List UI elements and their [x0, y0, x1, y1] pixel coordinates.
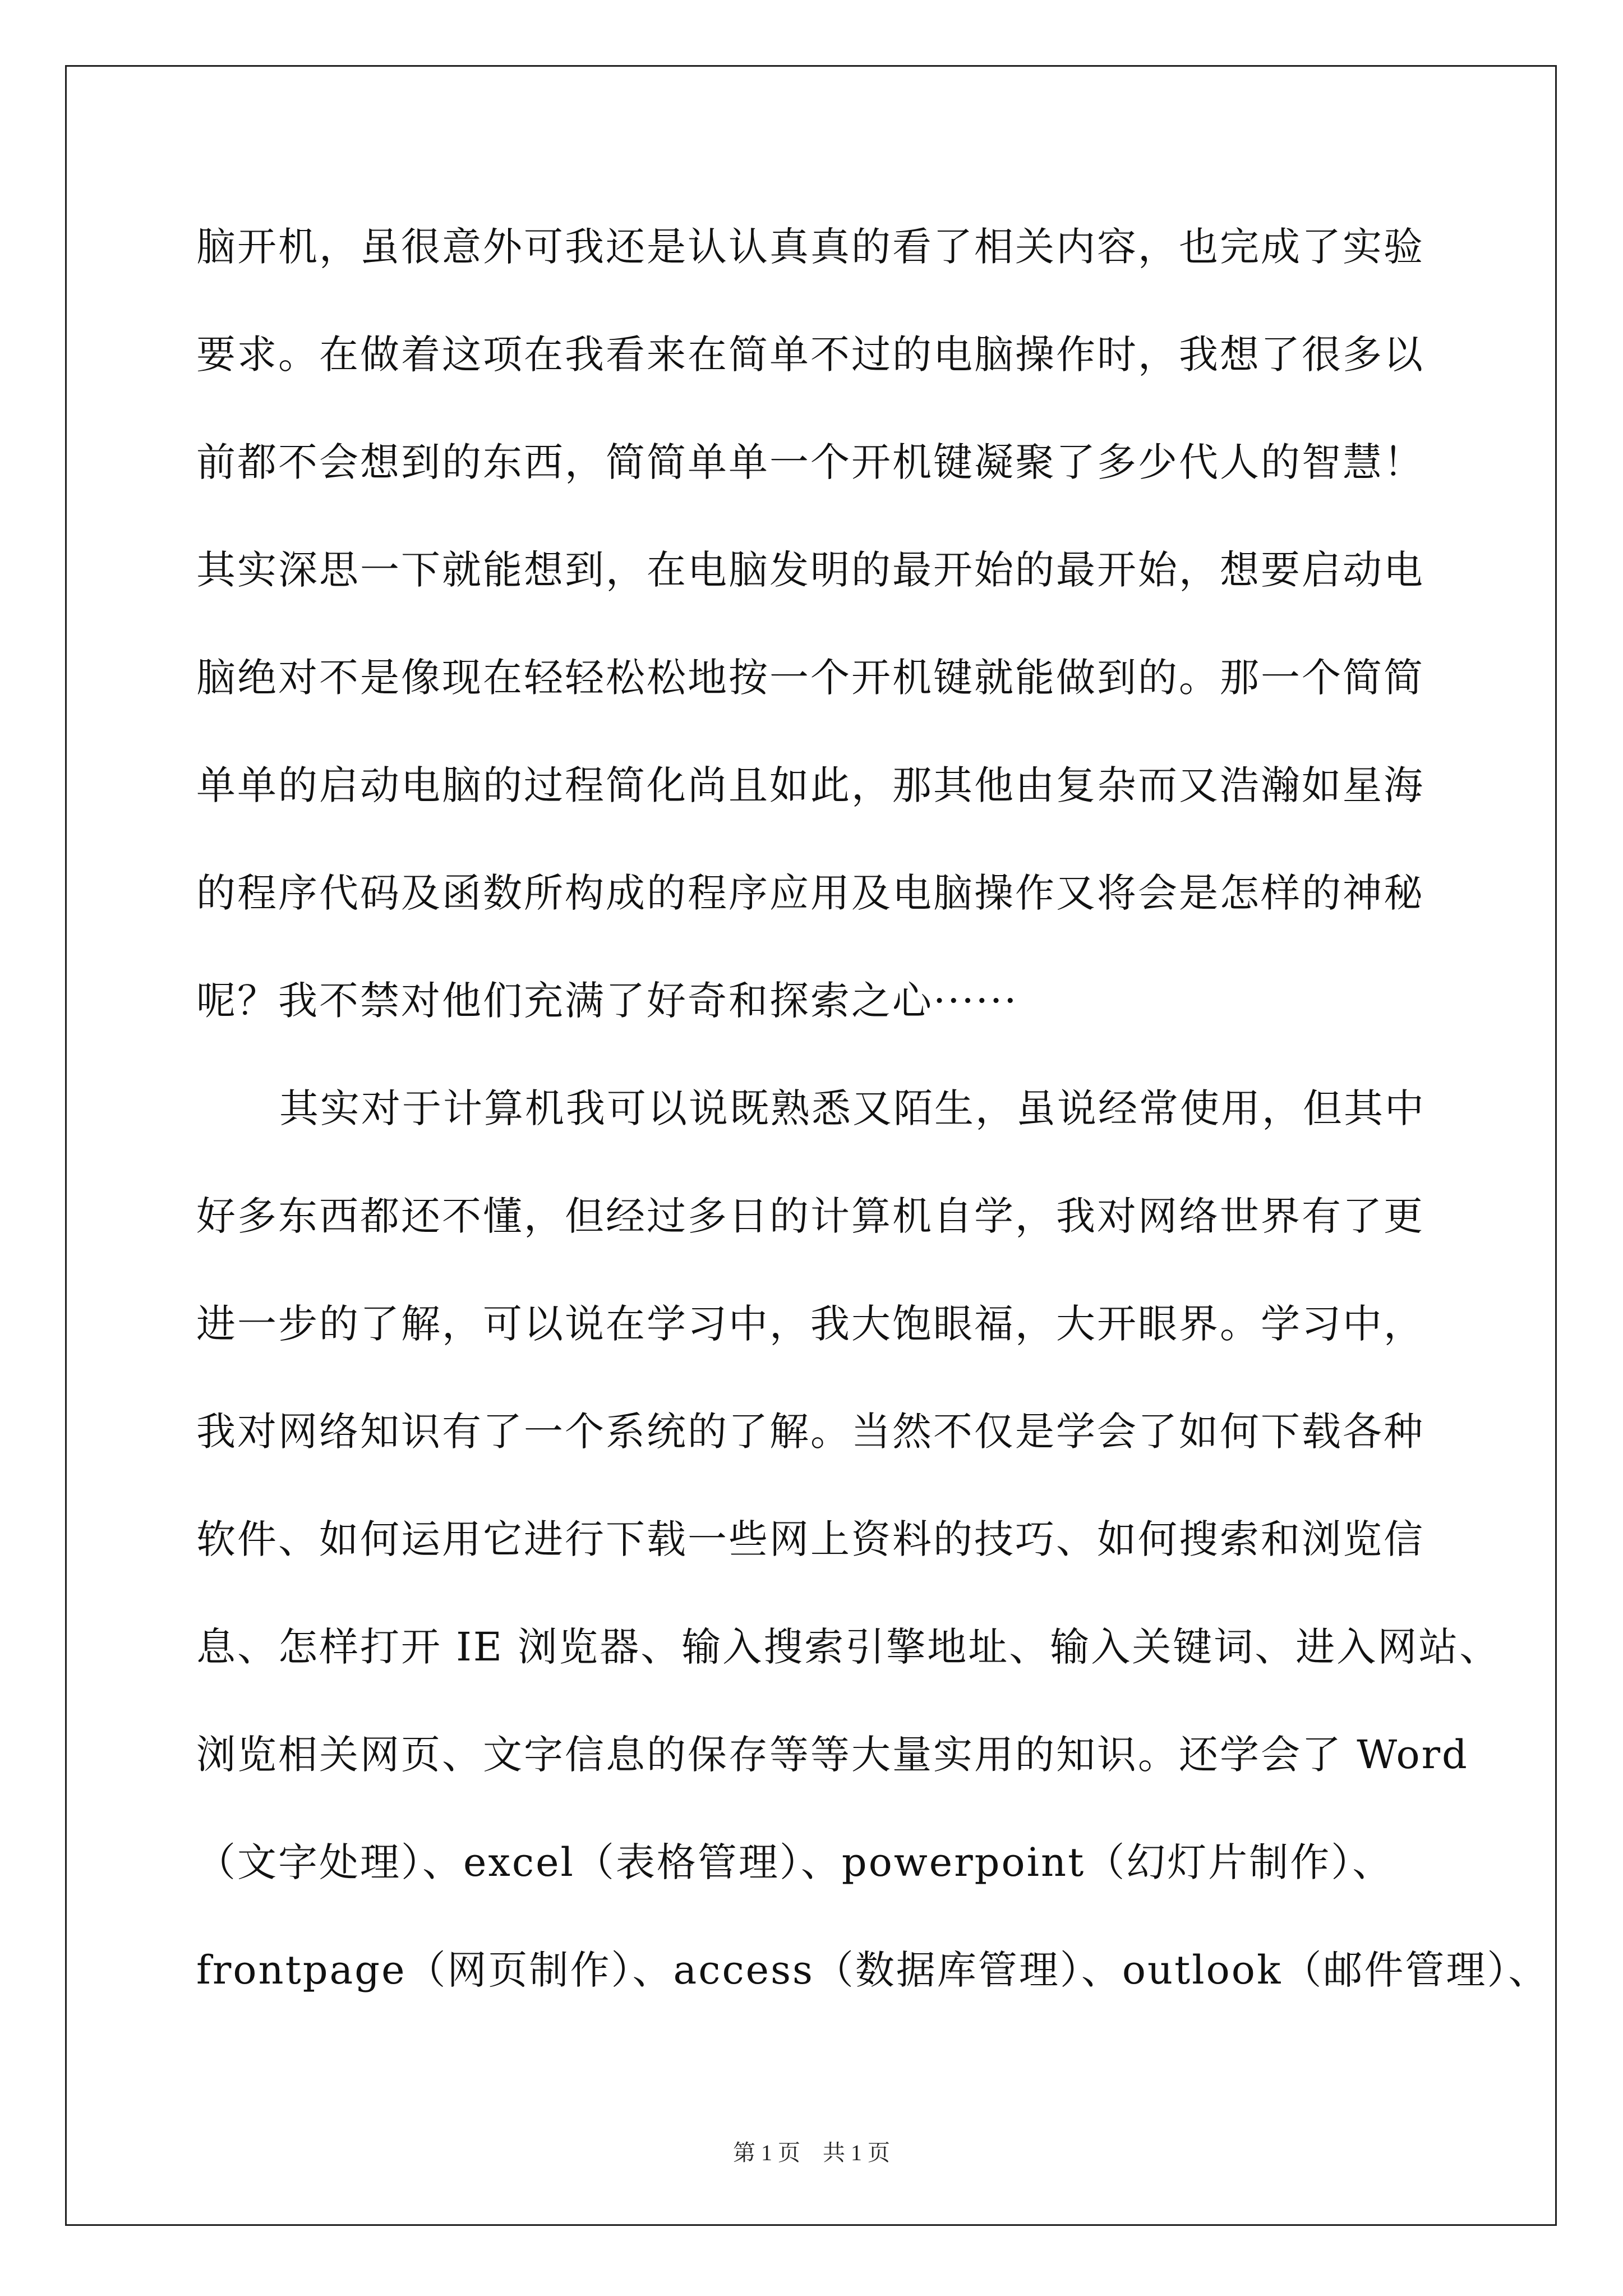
text-line: 单单的启动电脑的过程简化尚且如此，那其他由复杂而又浩瀚如星海	[196, 762, 1424, 808]
text-line: 其实深思一下就能想到，在电脑发明的最开始的最开始，想要启动电	[196, 547, 1424, 593]
page-footer: 第 1 页 共 1 页	[733, 2140, 890, 2165]
text-line: 要求。在做着这项在我看来在简单不过的电脑操作时，我想了很多以	[196, 332, 1424, 378]
text-line: 呢？我不禁对他们充满了好奇和探索之心······	[196, 978, 1018, 1024]
text-line: 的程序代码及函数所构成的程序应用及电脑操作又将会是怎样的神秘	[196, 870, 1424, 916]
paragraph-start-line: 其实对于计算机我可以说既熟悉又陌生，虽说经常使用，但其中	[279, 1085, 1426, 1131]
text-line: 进一步的了解，可以说在学习中，我大饱眼福，大开眼界。学习中，	[196, 1301, 1424, 1347]
text-line: 脑绝对不是像现在轻轻松松地按一个开机键就能做到的。那一个简简	[196, 655, 1424, 701]
text-line: 好多东西都还不懂，但经过多日的计算机自学，我对网络世界有了更	[196, 1193, 1424, 1239]
document-body	[196, 213, 1550, 2044]
text-line: （文字处理）、excel（表格管理）、powerpoint（幻灯片制作）、	[196, 1839, 1394, 1885]
text-line: 脑开机，虽很意外可我还是认认真真的看了相关内容，也完成了实验	[196, 224, 1424, 270]
text-line: 软件、如何运用它进行下载一些网上资料的技巧、如何搜索和浏览信	[196, 1516, 1424, 1562]
text-line: 息、怎样打开 IE 浏览器、输入搜索引擎地址、输入关键词、进入网站、	[196, 1624, 1501, 1670]
text-line: 我对网络知识有了一个系统的了解。当然不仅是学会了如何下载各种	[196, 1409, 1424, 1455]
text-line: frontpage（网页制作）、access（数据库管理）、outlook（邮件管理）、	[196, 1947, 1550, 1993]
text-line: 前都不会想到的东西，简简单单一个开机键凝聚了多少代人的智慧！	[196, 439, 1424, 485]
text-line: 浏览相关网页、文字信息的保存等等大量实用的知识。还学会了 Word	[196, 1732, 1469, 1778]
